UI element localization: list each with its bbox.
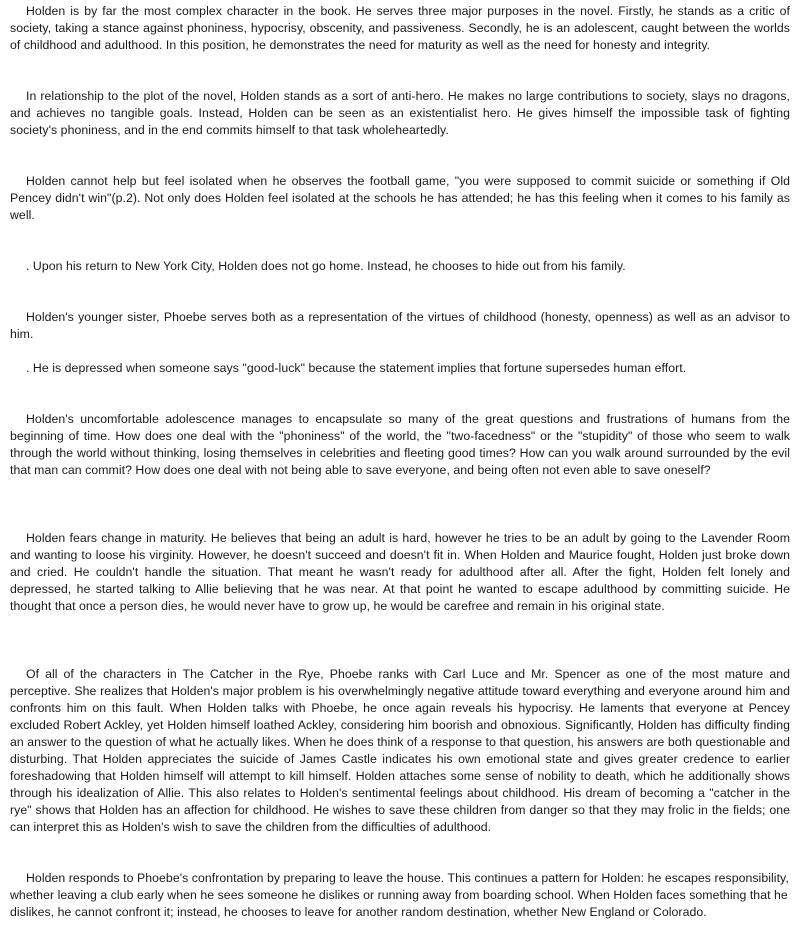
- paragraph-phoebe-intro: Holden's younger sister, Phoebe serves both as a representation of the virtues of childhood (honesty, openness) as well as an advisor to him.: [10, 310, 790, 341]
- paragraph-phoebe-perceptive: Of all of the characters in The Catcher in the Rye, Phoebe ranks with Carl Luce and Mr. Spencer as one of the most mature and perceptive. She realizes that Holden's major problem is his overwhelmingly negative attitude toward everything and everyone around him and confronts him on this fault. When Holden talks with Phoebe, he once again reveals his hypocrisy. He laments that everyone at Pencey excluded Robert Ackley, yet Holden himself loathed Ackley, considering him boorish and obnoxious. Significantly, Holden has difficulty finding an answer to the question of what he actually likes. When he does think of a response to that question, his answers are both questionable and disturbing. That Holden appreciates the suicide of James Castle indicates his own emotional state and gives greater credence to earlier foreshadowing that Holden himself will attempt to kill himself. Holden attaches some sense of nobility to death, which he additionally shows through his idealization of Allie. This also relates to Holden's sentimental feelings about childhood. His dream of becoming a "catcher in the rye" shows that Holden has an affection for childhood. He wishes to save these children from danger so that they may frolic in the fields; one can interpret this as Holden's wish to save the children from the difficulties of adulthood.: [10, 667, 790, 834]
- paragraph-good-luck: . He is depressed when someone says "good-luck" because the statement implies that fortune supersedes human effort.: [26, 361, 687, 375]
- paragraph-escape-pattern: Holden responds to Phoebe's confrontation by preparing to leave the house. This continues a pattern for Holden: he escapes responsibility, whether leaving a club early when he sees someone he dislikes or running away from boarding school. When Holden faces something that he dislikes, he cannot confront it; instead, he chooses to leave for another random destination, whether New England or Colorado.: [10, 871, 789, 919]
- paragraph-anti-hero: In relationship to the plot of the novel, Holden stands as a sort of anti-hero. He makes no large contributions to society, slays no dragons, and achieves no tangible goals. Instead, Holden can be seen as an existentialist hero. He gives himself the impossible task of fighting society's phoniness, and in the end commits himself to that task wholeheartedly.: [10, 89, 790, 137]
- paragraph-isolation-football: Holden cannot help but feel isolated when he observes the football game, "you were supposed to commit suicide or something if Old Pencey didn't win"(p.2). Not only does Holden feel isolated at the schools he has attended; he has this feeling when it comes to his family as well.: [10, 174, 790, 222]
- paragraph-holden-complexity: Holden is by far the most complex character in the book. He serves three major purposes in the novel. Firstly, he stands as a critic of society, taking a stance against phoniness, hypocrisy, obscenity, and passiveness. Secondly, he is an adolescent, caught between the worlds of childhood and adulthood. In this position, he demonstrates the need for maturity as well as the need for honesty and integrity.: [10, 4, 790, 52]
- paragraph-adolescence-questions: Holden's uncomfortable adolescence manages to encapsulate so many of the great questions and frustrations of humans from the beginning of time. How does one deal with the "phoniness" of the world, the "two-facedness" or the "stupidity" of those who seem to walk through the world without thinking, losing themselves in celebrities and fleeting good times? How can you walk around surrounded by the evil that man can commit? How does one deal with not being able to save everyone, and being often not even able to save oneself?: [10, 412, 790, 477]
- paragraph-new-york-return: . Upon his return to New York City, Holden does not go home. Instead, he chooses to hide out from his family.: [26, 259, 626, 273]
- paragraph-fear-of-maturity: Holden fears change in maturity. He believes that being an adult is hard, however he tries to be an adult by going to the Lavender Room and wanting to loose his virginity. However, he doesn't succeed and doesn't fit in. When Holden and Maurice fought, Holden just broke down and cried. He couldn't handle the situation. That meant he wasn't ready for adulthood after all. After the fight, Holden felt lonely and depressed, he started talking to Allie believing that he was near. At that point he wanted to escape adulthood by committing suicide. He thought that once a person dies, he would never have to grow up, he would be carefree and remain in his original state.: [10, 531, 790, 613]
